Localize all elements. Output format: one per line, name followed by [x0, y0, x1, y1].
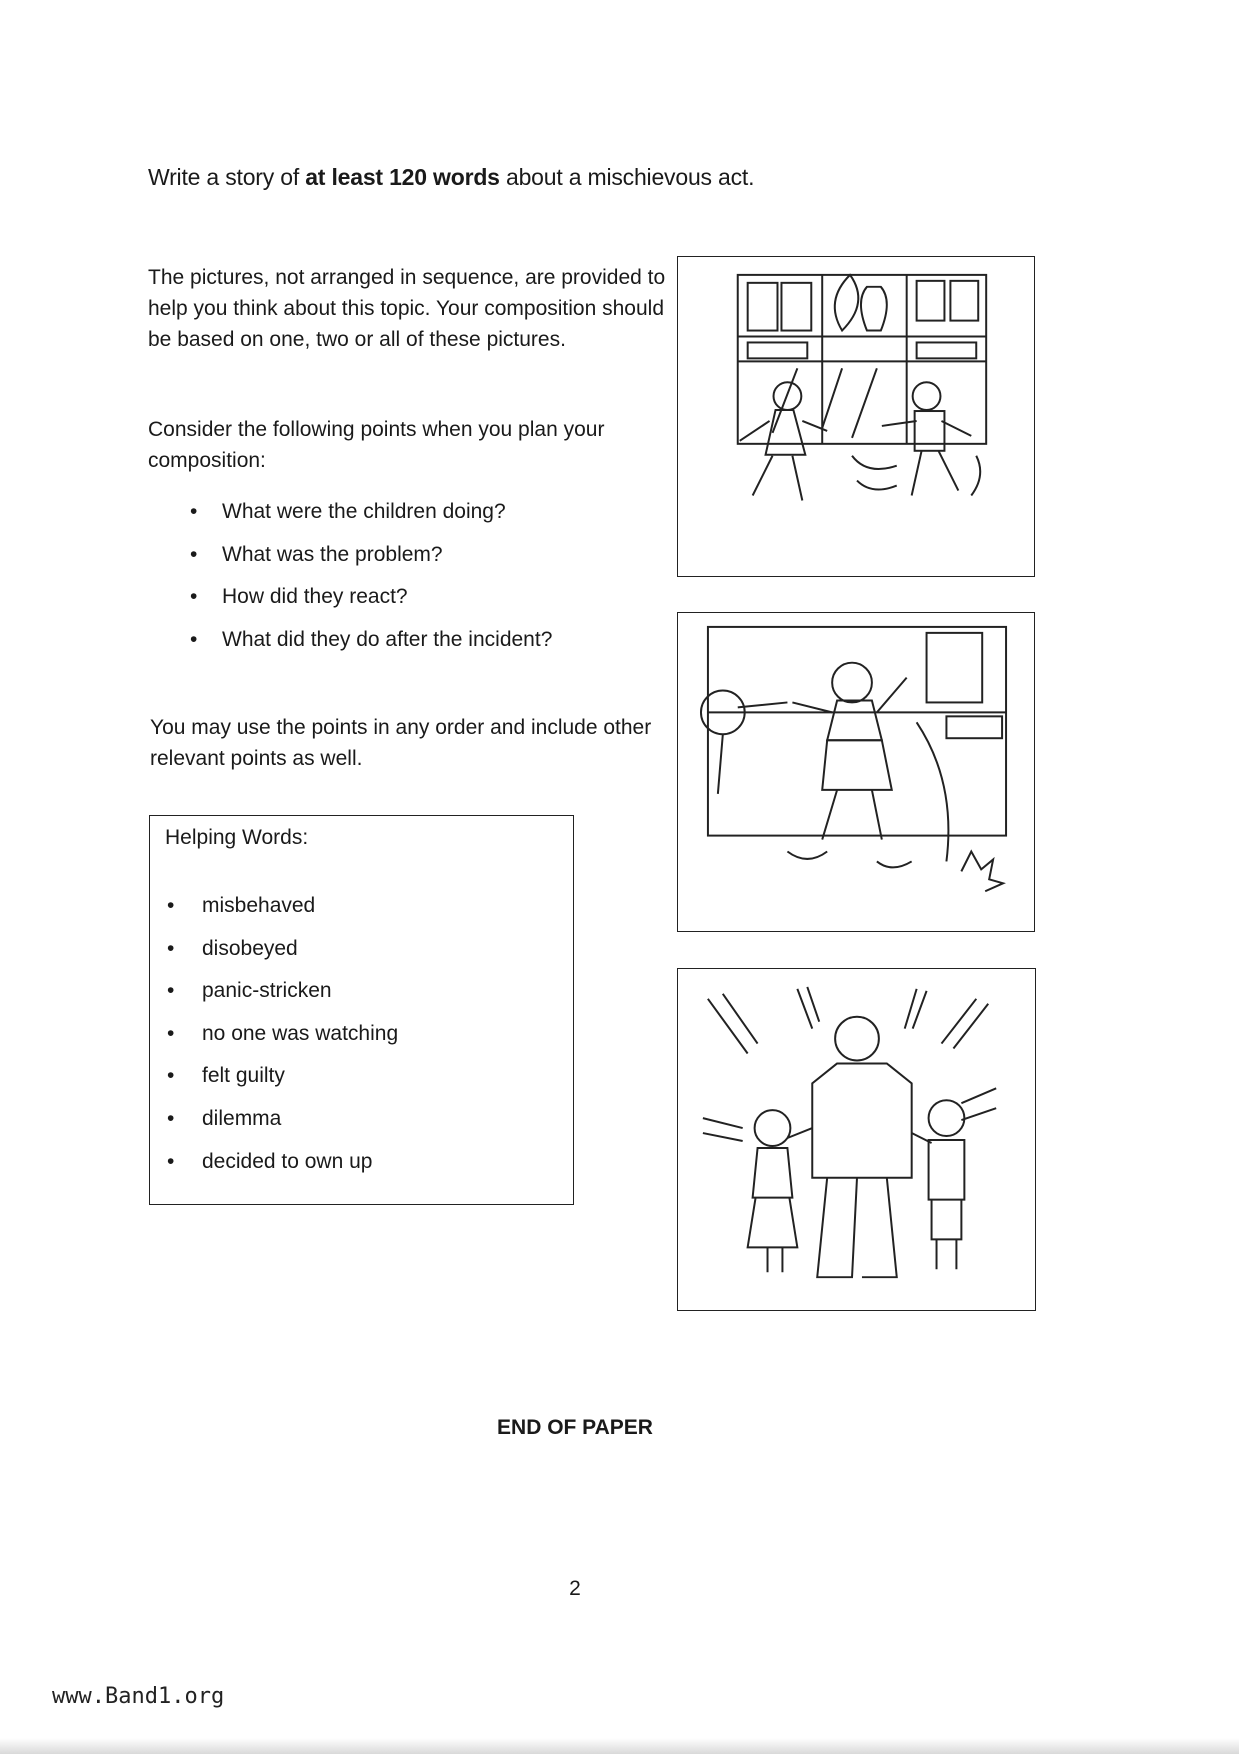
- consider-paragraph: Consider the following points when you plan your composition:: [148, 418, 605, 472]
- watermark-url: www.Band1.org: [52, 1684, 225, 1709]
- end-of-paper-label: END OF PAPER: [497, 1416, 653, 1439]
- helping-words-box: [149, 815, 574, 1205]
- helping-word: • disobeyed: [166, 937, 398, 980]
- helping-words-list: [166, 894, 398, 1192]
- helping-word: • no one was watching: [166, 1022, 398, 1065]
- guiding-points-list: [186, 500, 552, 670]
- helping-word: • felt guilty: [166, 1064, 398, 1107]
- page-number: 2: [569, 1577, 581, 1600]
- scan-edge-shadow: [0, 1738, 1239, 1754]
- intro-paragraph: The pictures, not arranged in sequence, are provided to help you think about this topic. Your composition should be based on one, two or all of these pictures.: [148, 266, 666, 351]
- guiding-point: • What were the children doing?: [186, 500, 552, 543]
- guiding-point: • What did they do after the incident?: [186, 628, 552, 671]
- helping-word: • decided to own up: [166, 1150, 398, 1193]
- owning-up-illustration: [677, 968, 1036, 1311]
- helping-word: • panic-stricken: [166, 979, 398, 1022]
- children-chasing-illustration: [677, 256, 1035, 577]
- guiding-point: • What was the problem?: [186, 543, 552, 586]
- vase-broken-illustration: [677, 612, 1035, 932]
- helping-word: • misbehaved: [166, 894, 398, 937]
- order-note-paragraph: You may use the points in any order and include other relevant points as well.: [150, 716, 652, 770]
- helping-words-title: Helping Words:: [165, 826, 309, 849]
- helping-word: • dilemma: [166, 1107, 398, 1150]
- composition-instruction: Write a story of at least 120 words about a mischievous act.: [148, 164, 755, 190]
- guiding-point: • How did they react?: [186, 585, 552, 628]
